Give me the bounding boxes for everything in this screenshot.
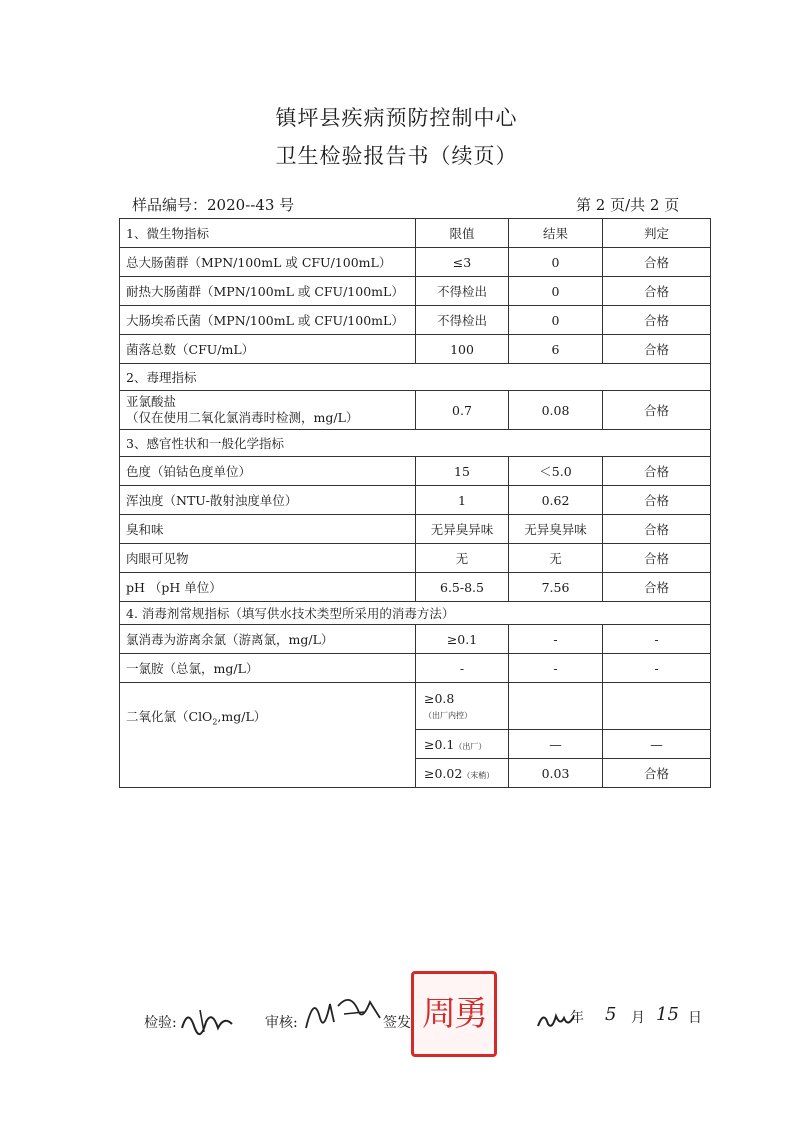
row-result: 0.08 bbox=[509, 391, 603, 430]
month-label: 月 bbox=[631, 1010, 645, 1026]
row-result: 0 bbox=[509, 277, 603, 306]
row-result: 0.03 bbox=[509, 759, 603, 788]
limit-note: （出厂内控） bbox=[424, 711, 472, 720]
row-item: 耐热大肠菌群（MPN/100mL 或 CFU/100mL） bbox=[120, 277, 416, 306]
row-result: - bbox=[509, 654, 603, 683]
row-result: — bbox=[509, 730, 603, 759]
table-row bbox=[120, 683, 711, 730]
row-judge: 合格 bbox=[603, 544, 711, 573]
row-result: 7.56 bbox=[509, 573, 603, 602]
row-item: 色度（铂钴色度单位） bbox=[120, 457, 416, 486]
row-judge: - bbox=[603, 625, 711, 654]
table-row bbox=[120, 391, 711, 430]
row-judge: - bbox=[603, 654, 711, 683]
row-result: - bbox=[509, 625, 603, 654]
row-item: pH （pH 单位） bbox=[120, 573, 416, 602]
row-judge: 合格 bbox=[603, 759, 711, 788]
table-row bbox=[120, 277, 711, 306]
table-row bbox=[120, 654, 711, 683]
limit-note: （出厂） bbox=[454, 741, 487, 751]
sign-label: 签发: bbox=[383, 1015, 416, 1031]
inspector-signature bbox=[178, 1002, 238, 1038]
sample-number bbox=[132, 194, 294, 215]
table-row bbox=[120, 457, 711, 486]
row-limit: ≤3 bbox=[416, 248, 509, 277]
row-judge: — bbox=[603, 730, 711, 759]
table-row bbox=[120, 306, 711, 335]
limit-value: ≥0.02 bbox=[424, 765, 463, 781]
page-info: 第 2 页/共 2 页 bbox=[576, 196, 680, 214]
report-title: 卫生检验报告书（续页） bbox=[275, 144, 518, 168]
org-title: 镇坪县疾病预防控制中心 bbox=[275, 106, 518, 130]
year-label: 年 bbox=[570, 1010, 584, 1026]
limit-value: ≥0.1 bbox=[424, 736, 455, 752]
table-row bbox=[120, 248, 711, 277]
clo2-sub: 2 bbox=[212, 717, 218, 727]
table-row bbox=[120, 486, 711, 515]
row-item-line1: 亚氯酸盐 bbox=[126, 394, 177, 409]
reviewer-signature bbox=[300, 988, 384, 1040]
sample-value: 2020--43 号 bbox=[207, 196, 295, 214]
row-judge: 合格 bbox=[603, 391, 711, 430]
row-limit: 无 bbox=[416, 544, 509, 573]
row-limit bbox=[416, 730, 509, 759]
row-judge: 合格 bbox=[603, 457, 711, 486]
row-judge: 合格 bbox=[603, 486, 711, 515]
row-result: 0 bbox=[509, 248, 603, 277]
row-item: 总大肠菌群（MPN/100mL 或 CFU/100mL） bbox=[120, 248, 416, 277]
signature-stamp: 周勇 bbox=[411, 971, 497, 1057]
report-table bbox=[119, 218, 711, 788]
row-item: 氯消毒为游离余氯（游离氯，mg/L） bbox=[120, 625, 416, 654]
section-title: 2、毒理指标 bbox=[120, 364, 711, 391]
row-item: 一氯胺（总氯，mg/L） bbox=[120, 654, 416, 683]
table-row bbox=[120, 515, 711, 544]
section-title: 3、感官性状和一般化学指标 bbox=[120, 430, 711, 457]
row-result bbox=[509, 683, 603, 730]
row-judge: 合格 bbox=[603, 515, 711, 544]
row-item: 浑浊度（NTU-散射浊度单位） bbox=[120, 486, 416, 515]
row-limit: - bbox=[416, 654, 509, 683]
row-judge bbox=[603, 683, 711, 730]
table-header-row bbox=[120, 219, 711, 248]
review-label: 审核: bbox=[265, 1015, 298, 1031]
row-limit: 无异臭异味 bbox=[416, 515, 509, 544]
row-limit bbox=[416, 759, 509, 788]
header-limit: 限值 bbox=[416, 219, 509, 248]
row-limit: 6.5-8.5 bbox=[416, 573, 509, 602]
limit-note: （末梢） bbox=[462, 770, 495, 780]
row-limit: 0.7 bbox=[416, 391, 509, 430]
row-result: 无异臭异味 bbox=[509, 515, 603, 544]
table-row bbox=[120, 544, 711, 573]
row-judge: 合格 bbox=[603, 277, 711, 306]
header-judge: 判定 bbox=[603, 219, 711, 248]
section-title: 4. 消毒剂常规指标（填写供水技术类型所采用的消毒方法） bbox=[120, 602, 711, 625]
clo2-post: ,mg/L） bbox=[217, 709, 267, 724]
row-limit: 15 bbox=[416, 457, 509, 486]
row-judge: 合格 bbox=[603, 248, 711, 277]
section-row-toxic bbox=[120, 364, 711, 391]
row-judge: 合格 bbox=[603, 306, 711, 335]
section-row-disinfectant bbox=[120, 602, 711, 625]
inspect-label: 检验: bbox=[144, 1015, 177, 1031]
section-row-sensory bbox=[120, 430, 711, 457]
row-item-line2: （仅在使用二氧化氯消毒时检测，mg/L） bbox=[126, 410, 359, 425]
table-row bbox=[120, 625, 711, 654]
day-value: 15 bbox=[656, 1004, 679, 1025]
row-item: 大肠埃希氏菌（MPN/100mL 或 CFU/100mL） bbox=[120, 306, 416, 335]
sample-label: 样品编号： bbox=[132, 196, 208, 214]
row-judge: 合格 bbox=[603, 335, 711, 364]
header-item: 1、微生物指标 bbox=[120, 219, 416, 248]
row-item: 菌落总数（CFU/mL） bbox=[120, 335, 416, 364]
table-row bbox=[120, 335, 711, 364]
row-limit: 不得检出 bbox=[416, 277, 509, 306]
row-limit: ≥0.1 bbox=[416, 625, 509, 654]
row-item: 肉眼可见物 bbox=[120, 544, 416, 573]
header-result: 结果 bbox=[509, 219, 603, 248]
row-item bbox=[120, 391, 416, 430]
row-limit: 不得检出 bbox=[416, 306, 509, 335]
row-result: 0 bbox=[509, 306, 603, 335]
row-item-clo2 bbox=[120, 683, 416, 788]
row-limit: 1 bbox=[416, 486, 509, 515]
clo2-pre: 二氧化氯（ClO bbox=[126, 709, 213, 724]
row-limit: 100 bbox=[416, 335, 509, 364]
day-label: 日 bbox=[688, 1010, 702, 1026]
table-row bbox=[120, 573, 711, 602]
row-result: 6 bbox=[509, 335, 603, 364]
row-item: 臭和味 bbox=[120, 515, 416, 544]
month-value: 5 bbox=[605, 1004, 617, 1025]
row-limit bbox=[416, 683, 509, 730]
row-result: 无 bbox=[509, 544, 603, 573]
row-judge: 合格 bbox=[603, 573, 711, 602]
row-result: ＜5.0 bbox=[509, 457, 603, 486]
limit-value: ≥0.8 bbox=[424, 691, 455, 706]
row-result: 0.62 bbox=[509, 486, 603, 515]
